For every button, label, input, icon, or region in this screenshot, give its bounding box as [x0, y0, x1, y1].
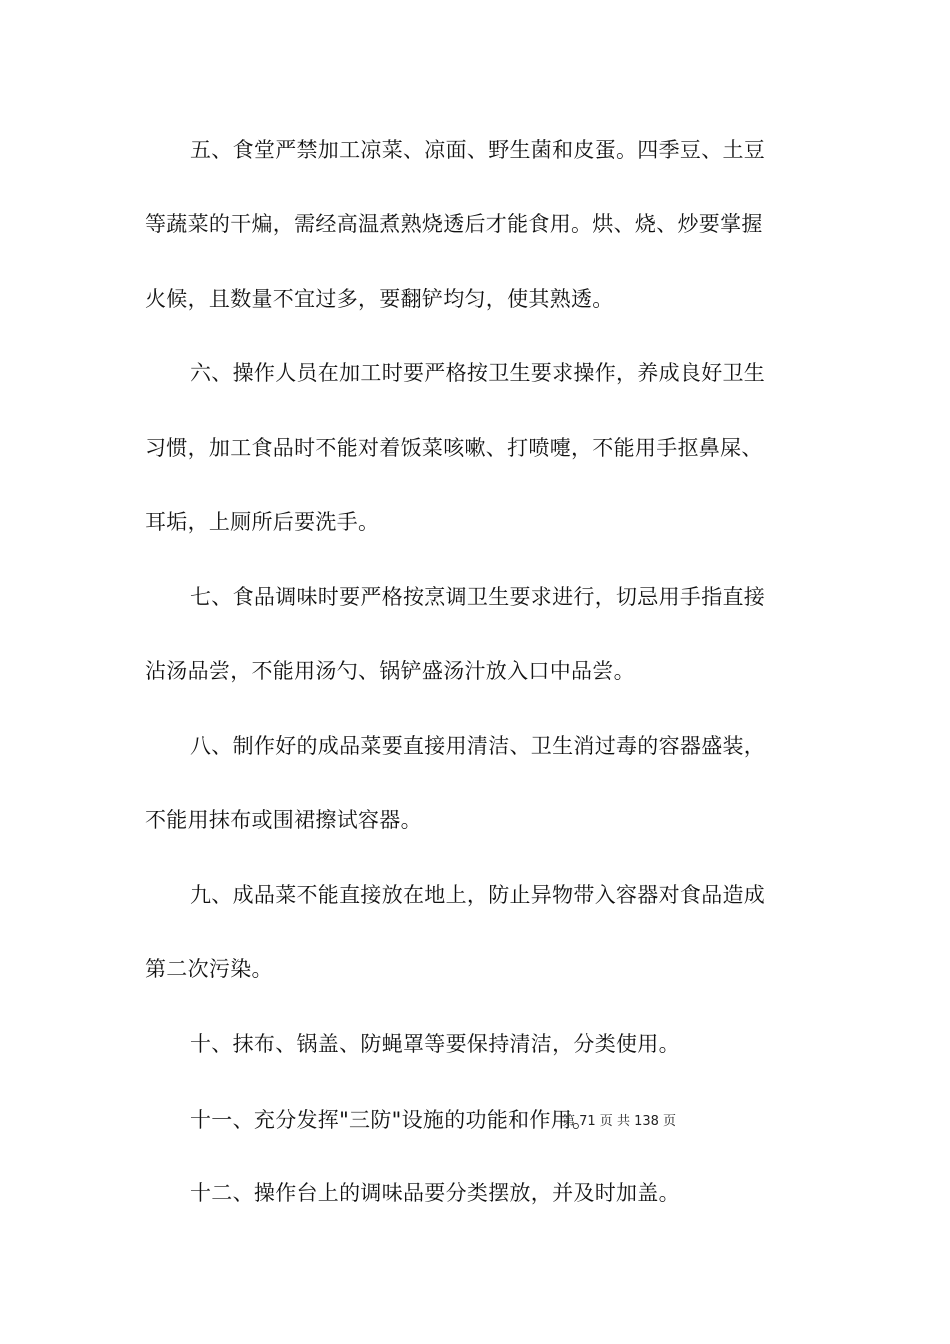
paragraph-11: 十一、充分发挥"三防"设施的功能和作用。 [190, 1108, 594, 1132]
paragraph-6-line-2: 习惯，加工食品时不能对着饭菜咳嗽、打喷嚏，不能用手抠鼻屎、 [145, 436, 763, 460]
page-number: 第 71 页 共 138 页 [562, 1114, 677, 1129]
paragraph-7-line-2: 沾汤品尝，不能用汤勺、锅铲盛汤汁放入口中品尝。 [145, 659, 635, 683]
paragraph-7-line-1: 七、食品调味时要严格按烹调卫生要求进行，切忌用手指直接 [190, 585, 766, 609]
paragraph-9-line-1: 九、成品菜不能直接放在地上，防止异物带入容器对食品造成 [190, 883, 766, 907]
paragraph-5-line-3: 火候，且数量不宜过多，要翻铲均匀，使其熟透。 [145, 287, 614, 311]
paragraph-8-line-1: 八、制作好的成品菜要直接用清洁、卫生消过毒的容器盛装， [190, 734, 766, 758]
paragraph-6-line-3: 耳垢，上厕所后要洗手。 [145, 510, 380, 534]
paragraph-5-line-1: 五、食堂严禁加工凉菜、凉面、野生菌和皮蛋。四季豆、土豆 [190, 138, 766, 162]
paragraph-5-line-2: 等蔬菜的干煸，需经高温煮熟烧透后才能食用。烘、烧、炒要掌握 [145, 212, 763, 236]
paragraph-12: 十二、操作台上的调味品要分类摆放，并及时加盖。 [190, 1181, 680, 1205]
paragraph-10: 十、抹布、锅盖、防蝇罩等要保持清洁，分类使用。 [190, 1032, 680, 1056]
paragraph-6-line-1: 六、操作人员在加工时要严格按卫生要求操作，养成良好卫生 [190, 361, 766, 385]
paragraph-8-line-2: 不能用抹布或围裙擦试容器。 [145, 808, 422, 832]
paragraph-9-line-2: 第二次污染。 [145, 957, 273, 981]
